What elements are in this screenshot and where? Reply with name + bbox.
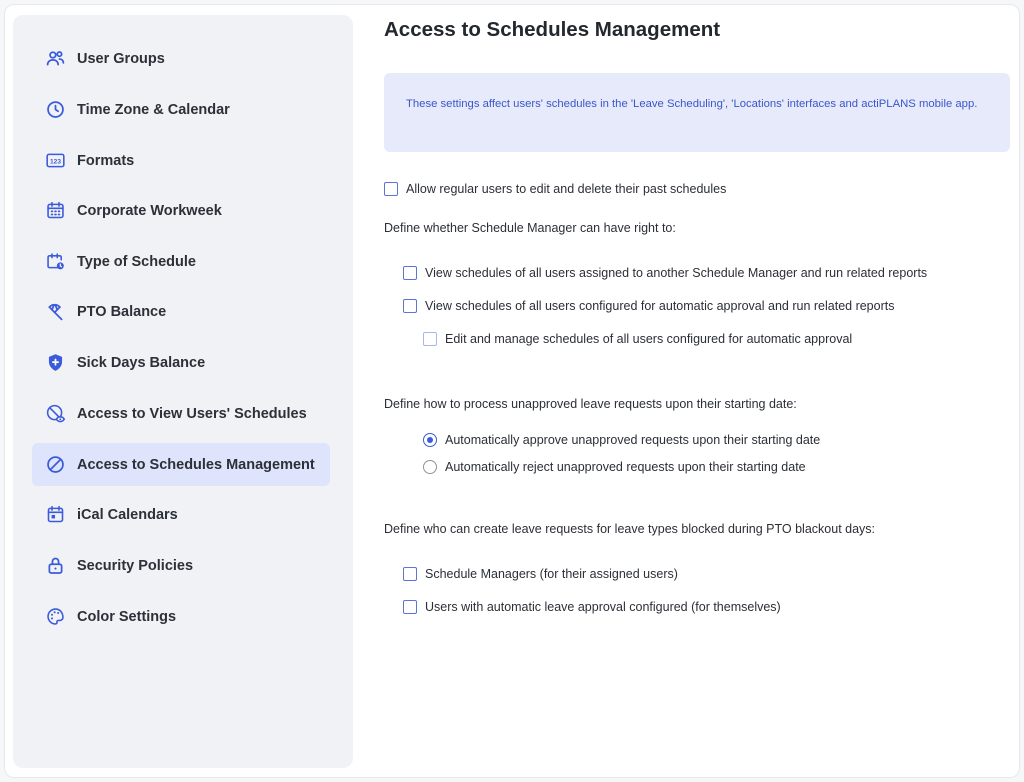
sidebar-item-label: PTO Balance [77, 303, 167, 320]
view-other-manager-schedules-option[interactable] [403, 266, 927, 280]
formats-123-icon [44, 150, 66, 172]
page-title: Access to Schedules Management [384, 18, 721, 41]
sidebar-item-access-view[interactable] [32, 392, 330, 435]
option-label: Edit and manage schedules of all users configured for automatic approval [445, 332, 853, 346]
option-label: View schedules of all users assigned to another Schedule Manager and run related reports [425, 266, 928, 280]
beach-umbrella-icon [44, 301, 66, 323]
sidebar-item-label: Access to Schedules Management [77, 456, 315, 473]
sidebar-item-label: Sick Days Balance [77, 354, 206, 371]
sidebar-item-sick-days[interactable] [32, 341, 330, 384]
sidebar-item-label: User Groups [77, 50, 165, 67]
view-auto-approval-schedules-option[interactable] [403, 299, 894, 313]
edit-auto-approval-schedules-checkbox[interactable] [423, 332, 437, 346]
sidebar-item-label: Time Zone & Calendar [77, 101, 230, 118]
schedule-type-icon [44, 251, 66, 273]
sidebar-item-label: iCal Calendars [77, 506, 178, 523]
auto-reject-option[interactable] [423, 460, 806, 474]
shield-plus-icon [44, 352, 66, 374]
blackout-heading: Define who can create leave requests for leave types blocked during PTO blackout days: [384, 522, 876, 536]
sidebar-item-color-settings[interactable] [32, 595, 330, 638]
clock-icon [44, 99, 66, 121]
sidebar-item-time-zone[interactable] [32, 88, 330, 131]
info-text: These settings affect users' schedules in the 'Leave Scheduling', 'Locations' interfaces and actiPLANS mobile app. [406, 98, 978, 110]
option-label: Automatically reject unapproved requests upon their starting date [445, 460, 806, 474]
allow-past-edit-option[interactable] [384, 182, 726, 196]
sidebar-item-security-policies[interactable] [32, 544, 330, 587]
sidebar-item-user-groups[interactable] [32, 37, 330, 80]
option-label: Schedule Managers (for their assigned users) [425, 567, 678, 581]
sidebar-item-type-of-schedule[interactable] [32, 240, 330, 283]
option-label: Allow regular users to edit and delete their past schedules [406, 182, 727, 196]
sidebar-item-pto-balance[interactable] [32, 290, 330, 333]
ical-calendar-icon [44, 504, 66, 526]
option-label: Users with automatic leave approval configured (for themselves) [425, 600, 781, 614]
settings-sidebar [13, 15, 353, 768]
view-schedules-icon [44, 403, 66, 425]
palette-icon [44, 606, 66, 628]
auto-approval-users-checkbox[interactable] [403, 600, 417, 614]
sidebar-item-label: Formats [77, 152, 135, 169]
main-content [384, 0, 1010, 782]
sidebar-item-label: Corporate Workweek [77, 202, 222, 219]
schedule-managers-checkbox[interactable] [403, 567, 417, 581]
allow-past-edit-checkbox[interactable] [384, 182, 398, 196]
sidebar-item-ical-calendars[interactable] [32, 493, 330, 536]
sidebar-item-formats[interactable] [32, 139, 330, 182]
auto-approve-option[interactable] [423, 433, 820, 447]
auto-approval-users-option[interactable] [403, 600, 781, 614]
sidebar-item-label: Access to View Users' Schedules [77, 405, 307, 422]
manager-rights-heading: Define whether Schedule Manager can have right to: [384, 221, 676, 235]
view-other-manager-schedules-checkbox[interactable] [403, 266, 417, 280]
sidebar-item-label: Color Settings [77, 608, 177, 625]
auto-reject-radio[interactable] [423, 460, 437, 474]
svg-text:123: 123 [49, 158, 61, 166]
user-groups-icon [44, 48, 66, 70]
info-banner [384, 73, 1010, 152]
prohibited-icon [44, 454, 66, 476]
edit-auto-approval-schedules-option[interactable] [423, 332, 852, 346]
calendar-grid-icon [44, 200, 66, 222]
option-label: Automatically approve unapproved requests upon their starting date [445, 433, 821, 447]
sidebar-item-label: Security Policies [77, 557, 194, 574]
sidebar-item-access-management[interactable] [32, 443, 330, 486]
sidebar-item-label: Type of Schedule [77, 253, 196, 270]
sidebar-item-corporate-workweek[interactable] [32, 189, 330, 232]
unapproved-requests-heading: Define how to process unapproved leave requests upon their starting date: [384, 397, 797, 411]
lock-icon [44, 555, 66, 577]
schedule-managers-option[interactable] [403, 567, 678, 581]
view-auto-approval-schedules-checkbox[interactable] [403, 299, 417, 313]
option-label: View schedules of all users configured for automatic approval and run related reports [425, 299, 895, 313]
auto-approve-radio[interactable] [423, 433, 437, 447]
